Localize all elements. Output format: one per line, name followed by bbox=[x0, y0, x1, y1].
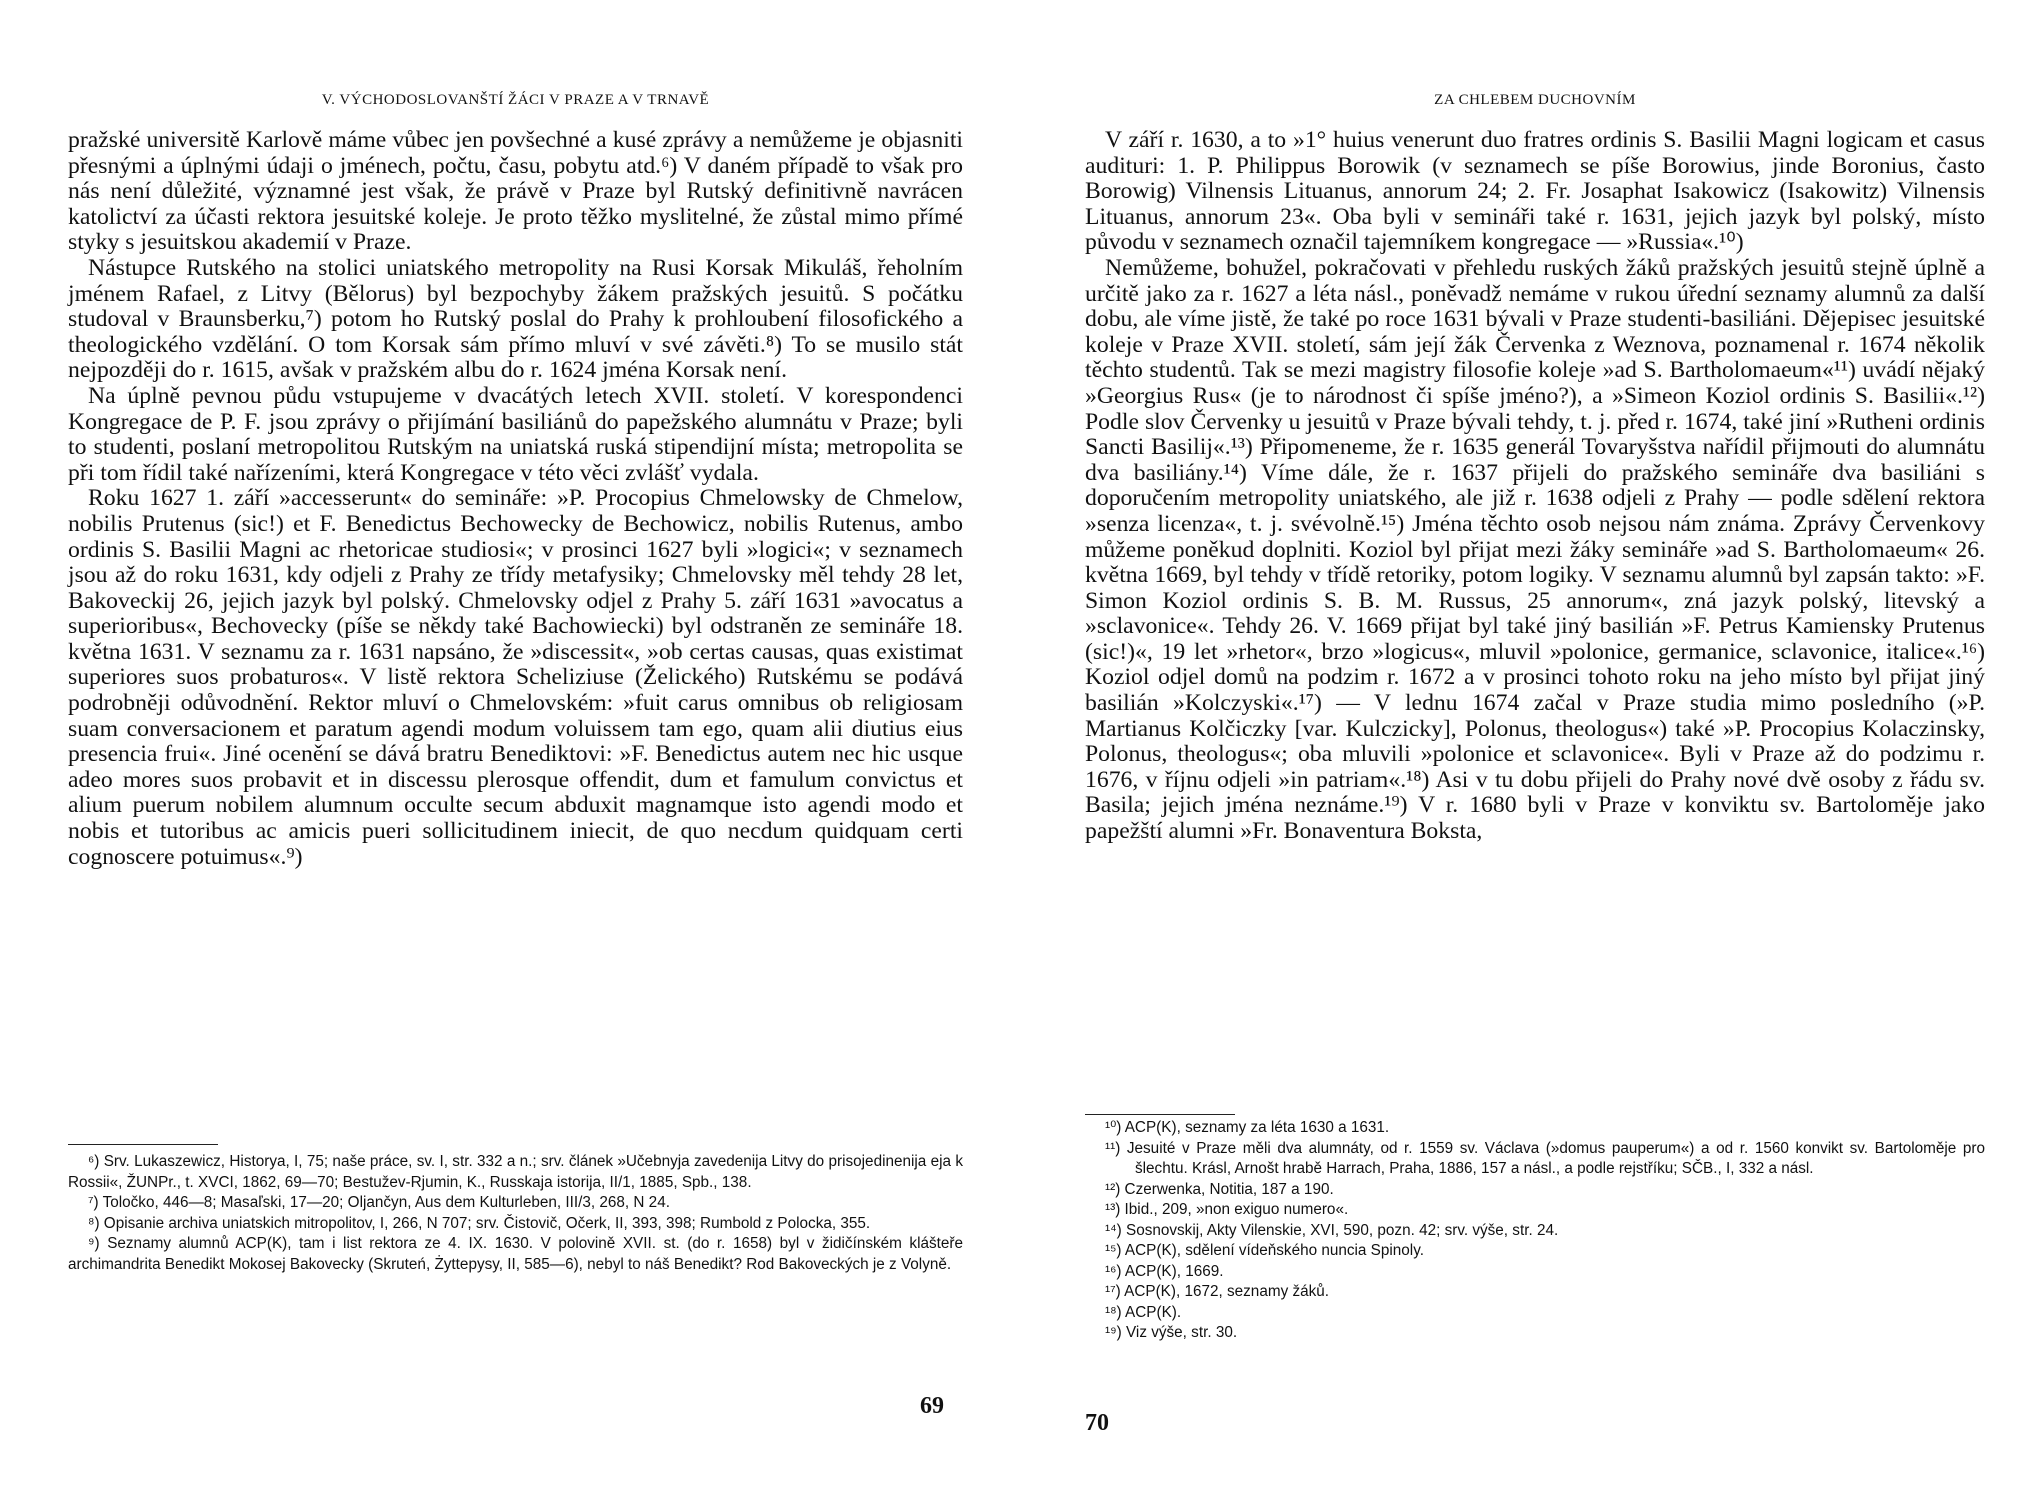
footnote: ¹¹) Jesuité v Praze měli dva alumnáty, od r. 1559 sv. Václava (»domus pauperum«) a od r. 1560 konvikt sv. Bartoloměje pro šlechtu. Krásl, Arnošt hrabě Harrach, Praha, 1886, 157 a násl., a podle rejstříku; SČB., I, 332 a násl. bbox=[1105, 1139, 1985, 1177]
footnote: ¹⁴) Sosnovskij, Akty Vilenskie, XVI, 590, pozn. 42; srv. výše, str. 24. bbox=[1105, 1221, 1559, 1239]
paragraph: V září r. 1630, a to »1° huius venerunt duo fratres ordinis S. Basilii Magni logicam et casus audituri: 1. P. Philippus Borowik (v seznamech se píše Borowius, jinde Boronius, často Borowig) Vilnensis Lituanus, annorum 24; 2. Fr. Josaphat Isakowicz (Isakowitz) Vilnensis Lituanus, annorum 23«. Oba byli v semináři také r. 1631, jejich jazyk byl polský, místo původu v seznamech označil tajemníkem kongregace — »Russia«.¹⁰) bbox=[1085, 127, 1985, 256]
running-header: ZA CHLEBEM DUCHOVNÍM bbox=[1434, 92, 1636, 108]
footnotes bbox=[68, 1152, 963, 1275]
footnote-divider bbox=[1085, 1114, 1235, 1115]
footnote: ¹⁰) ACP(K), seznamy za léta 1630 a 1631. bbox=[1105, 1119, 1390, 1136]
footnote: ⁶) Srv. Lukaszewicz, Historya, I, 75; naše práce, sv. I, str. 332 a n.; srv. článek »Učebnyja zavedenija Litvy do prisojedinenija eja k Rossii«, ŽUNPr., t. XVCI, 1862, 69—70; Bestužev-Rjumin, K., Russkaja istorija, II/1, 1885, Spb., 138. bbox=[68, 1153, 963, 1191]
footnote: ¹⁶) ACP(K), 1669. bbox=[1105, 1262, 1224, 1280]
body-text bbox=[68, 128, 963, 870]
right-page bbox=[1085, 0, 1985, 1500]
footnote: ⁹) Seznamy alumnů ACP(K), tam i list rektora ze 4. IX. 1630. V polovině XVII. st. (do r. 1658) byl v židičínském klášteře archimandrita Benedikt Mokosej Bakovecky (Skruteń, Żyttepysy, II, 585—6), nebyl to náš Benedikt? Rod Bakoveckých je z Volyně. bbox=[68, 1235, 963, 1273]
footnote: ¹⁹) Viz výše, str. 30. bbox=[1105, 1324, 1238, 1341]
footnote-divider bbox=[68, 1144, 218, 1145]
footnote: ¹³) Ibid., 209, »non exiguo numero«. bbox=[1105, 1201, 1349, 1218]
footnotes bbox=[1085, 1118, 1985, 1344]
footnote: ¹⁸) ACP(K). bbox=[1105, 1303, 1182, 1321]
running-header: V. VÝCHODOSLOVANŠTÍ ŽÁCI V PRAZE A V TRNAVĚ bbox=[321, 92, 710, 108]
paragraph: Na úplně pevnou půdu vstupujeme v dvacátých letech XVII. století. V korespondenci Kongregace de P. F. jsou zprávy o přijímání basiliánů do papežského alumnátu v Praze; byli to studenti, poslaní metropolitou Rutským na uniatská ruská stipendijní místa; metropolita se při tom řídil také nařízeními, která Kongregace v této věci zvlášť vydala. bbox=[68, 382, 963, 486]
paragraph: Nemůžeme, bohužel, pokračovati v přehledu ruských žáků pražských jesuitů stejně úplně a určitě jako za r. 1627 a léta násl., poněvadž nemáme v rukou úřední seznamy alumnů za další dobu, ale víme jistě, že také po roce 1631 bývali v Praze studenti-basiliáni. Dějepisec jesuitské koleje v Praze XVII. století, sám její žák Červenka z Weznova, poznamenal r. 1674 několik těchto studentů. Tak se mezi magistry filosofie koleje »ad S. Bartholomaeum«¹¹) uvádí nějaký »Georgius Rus« (je to národnost či spíše jméno?), a »Simeon Koziol ordinis S. Basilii«.¹²) Podle slov Červenky u jesuitů v Praze bývali tehdy, t. j. před r. 1674, také jiní »Rutheni ordinis Sancti Basilij«.¹³) Připomeneme, že r. 1635 generál Tovaryšstva nařídil přijmouti do alumnátu dva basiliány.¹⁴) Víme dále, že r. 1637 přijeli do pražského semináře dva basiliáni s doporučením metropolity uniatského, ale již r. 1638 odjeli z Prahy — podle sdělení rektora »senza licenza«, t. j. svévolně.¹⁵) Jména těchto osob nejsou nám známa. Zprávy Červenkovy můžeme poněkud doplniti. Koziol byl přijat mezi žáky semináře »ad S. Bartholomaeum« 26. května 1669, byl tehdy v třídě retoriky, potom logiky. V seznamu alumnů byl zapsán takto: »F. Simon Koziol ordinis S. B. M. Russus, 25 annorum«, zná jazyk polský, litevský a »sclavonice«. Tehdy 26. V. 1669 přijat byl také jiný basilián »F. Petrus Kamiensky Prutenus (sic!)«, 19 let »rhetor«, brzo »logicus«, mluvil »polonice, germanice, sclavonice, italice«.¹⁶) Koziol odjel domů na podzim r. 1672 a v prosinci tohoto roku na jeho místo byl přijat jiný basilián »Kolczyski«.¹⁷) — V lednu 1674 začal v Praze studia mimo posledního (»P. Martianus Kolčiczky [var. Kulczicky], Polonus, theologus«) také »P. Procopius Kolaczinsky, Polonus, theologus«; oba mluvili »polonice et sclavonice«. Byli v Praze až do podzimu r. 1676, v říjnu odjeli »in patriam«.¹⁸) Asi v tu dobu přijeli do Prahy nové dvě osoby z řádu sv. Basila; jejich jména neznáme.¹⁹) V r. 1680 byli v Praze v konviktu sv. Bartoloměje jako papežští alumni »Fr. Bonaventura Boksta, bbox=[1085, 254, 1985, 845]
page-number: 70 bbox=[1085, 1410, 1109, 1436]
body-text bbox=[1085, 128, 1985, 845]
page-number: 69 bbox=[920, 1393, 944, 1419]
paragraph: Nástupce Rutského na stolici uniatského metropolity na Rusi Korsak Mikuláš, řeholním jménem Rafael, z Litvy (Bělorus) byl bezpochyby žákem pražských jesuitů. S počátku studoval v Braunsberku,⁷) potom ho Rutský poslal do Prahy k prohloubení filosofického a theologického vzdělání. O tom Korsak sám přímo mluví v své závěti.⁸) To se musilo stát nejpozději do r. 1615, avšak v pražském albu do r. 1624 jména Korsak není. bbox=[68, 254, 963, 384]
footnote: ¹⁵) ACP(K), sdělení vídeňského nuncia Spinoly. bbox=[1105, 1242, 1424, 1259]
footnote: ⁸) Opisanie archiva uniatskich mitropolitov, I, 266, N 707; srv. Čistovič, Očerk, II, 393, 398; Rumbold z Polocka, 355. bbox=[88, 1214, 871, 1232]
footnote: ¹²) Czerwenka, Notitia, 187 a 190. bbox=[1105, 1180, 1334, 1198]
footnote: ¹⁷) ACP(K), 1672, seznamy žáků. bbox=[1105, 1283, 1330, 1300]
paragraph: pražské universitě Karlově máme vůbec jen povšechné a kusé zprávy a nemůžeme je objasniti přesnými a úplnými údaji o jménech, počtu, času, pobytu atd.⁶) V daném případě to však pro nás není důležité, významné jest však, že právě v Praze byl Rutský definitivně navrácen katolictví za účasti rektora jesuitské koleje. Je proto těžko myslitelné, že zůstal mimo přímé styky s jesuitskou akademií v Praze. bbox=[68, 127, 963, 256]
paragraph: Roku 1627 1. září »accesserunt« do semináře: »P. Procopius Chmelowsky de Chmelow, nobilis Prutenus (sic!) et F. Benedictus Bechowecky de Bechowicz, nobilis Rutenus, ambo ordinis S. Basilii Magni ac rhetoricae studiosi«; v prosinci 1627 byli »logici«; v seznamech jsou až do roku 1631, kdy odjeli z Prahy ze třídy metafysiky; Chmelovsky měl tehdy 28 let, Bakoveckij 26, jejich jazyk byl polský. Chmelovsky odjel z Prahy 5. září 1631 »avocatus a superioribus«, Bechovecky (píše se někdy také Bachowiecki) byl odstraněn ze semináře 18. května 1631. V seznamu za r. 1631 napsáno, že »discessit«, »ob certas causas, quas existimat superiores suos probaturos«. V listě rektora Scheliziuse (Želického) Rutskému se podává podrobněji odůvodnění. Rektor mluví o Chmelovském: »fuit carus omnibus ob religiosam suam conversacionem et paratum agendi modum voluissem tam ego, quam alii diutius eius presencia frui«. Jiné ocenění se dává bratru Benediktovi: »F. Benedictus autem nec hic usque adeo mores suos probavit et in discessu plerosque offendit, dum et famulum convictus et alium puerum nobilem alumnum occulte secum abduxit magnamque isto agendi modo et nobis et tutoribus ac amicis pueri sollicitudinem iniecit, de quo necdum quidquam certi cognoscere potuimus«.⁹) bbox=[68, 485, 963, 870]
footnote: ⁷) Toločko, 446—8; Masaľski, 17—20; Oljančyn, Aus dem Kulturleben, III/3, 268, N 24. bbox=[88, 1194, 670, 1211]
left-page bbox=[68, 0, 963, 1500]
